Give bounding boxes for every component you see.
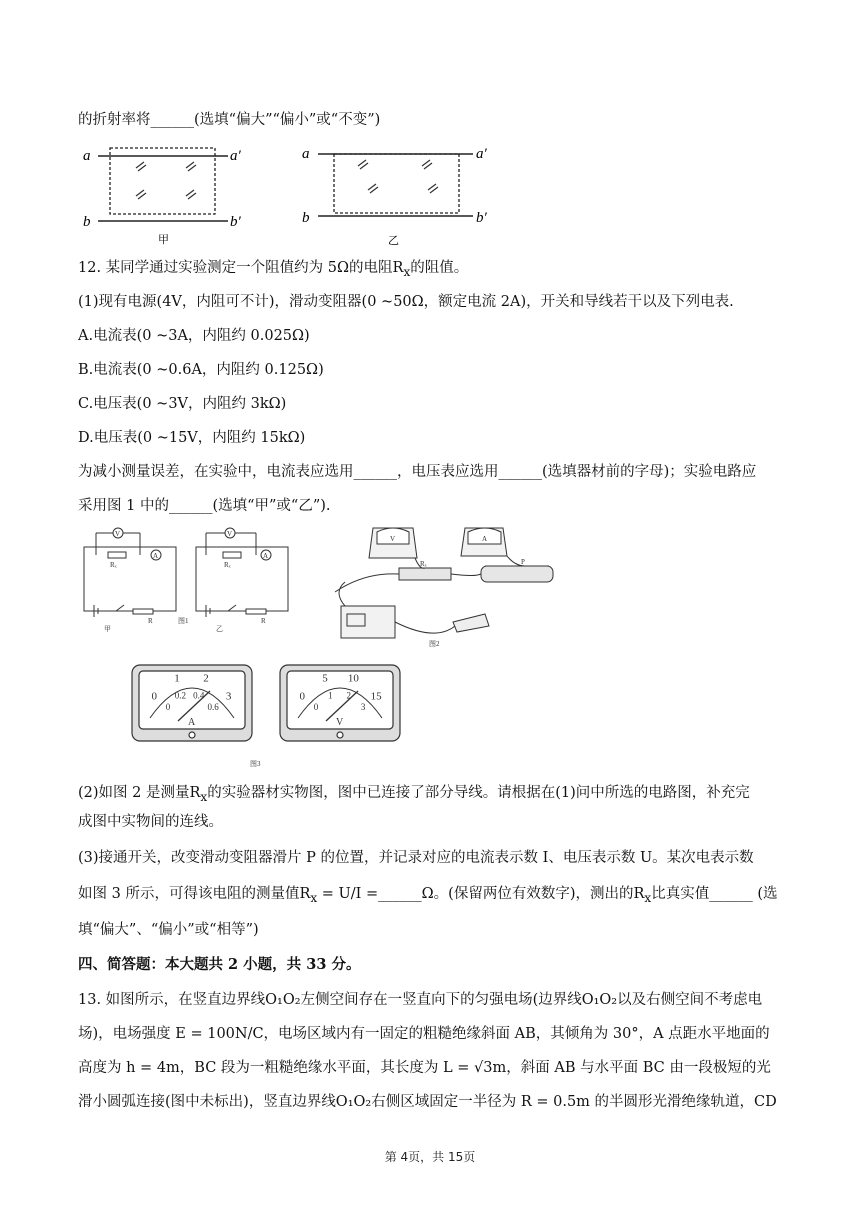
fig2-a-label: A: [482, 535, 488, 543]
voltmeter-bottom-tick-0: 0: [313, 702, 319, 712]
text-line-refraction: 的折射率将______(选填“偏大”“偏小”或“不变”): [78, 112, 381, 128]
voltmeter-unit: V: [336, 717, 344, 728]
fig1-r-label-2: R: [261, 617, 266, 625]
ammeter-unit: A: [188, 717, 196, 728]
question-13-line2: 场)，电场强度 E = 100N/C，电场区域内有一固定的粗糙绝缘斜面 AB，其倾角为 30°，A 点距水平地面的: [78, 1026, 770, 1042]
ammeter-top-tick-3: 3: [225, 690, 232, 703]
voltmeter-bottom-tick-2: 2: [346, 690, 351, 701]
option-a: A.电流表(0 ~3A，内阻约 0.025Ω): [78, 328, 310, 344]
part-1-question-cont: 采用图 1 中的______(选填“甲”或“乙”).: [78, 498, 331, 514]
fig1-jia: 甲: [104, 625, 111, 633]
fig2-caption: 图2: [429, 640, 440, 648]
fig1-a-label-2: A: [263, 552, 269, 560]
label-jia: 甲: [158, 234, 169, 246]
ammeter-top-tick-2: 2: [203, 672, 209, 685]
label-b: b: [83, 214, 91, 230]
part-1-intro: (1)现有电源(4V，内阻可不计)，滑动变阻器(0 ~50Ω，额定电流 2A)，开关和导线若干以及下列电表.: [78, 294, 734, 310]
ammeter-bottom-tick-0: 0: [165, 702, 171, 712]
option-d: D.电压表(0 ~15V，内阻约 15kΩ): [78, 430, 306, 446]
figure-3-meters: [130, 663, 405, 768]
voltmeter-top-tick-0: 0: [299, 690, 305, 703]
fig1-rx-label: Rₓ: [110, 561, 117, 569]
question-12: 12. 某同学通过实验测定一个阻值约为 5Ω的电阻$R_x$的阻值。: [78, 260, 469, 279]
fig3-caption: 图3: [250, 760, 261, 768]
option-b: B.电流表(0 ~0.6A，内阻约 0.125Ω): [78, 362, 324, 378]
part-3-line1: (3)接通开关，改变滑动变阻器滑片 P 的位置，并记录对应的电流表示数 I、电压表示数 U。某次电表示数: [78, 850, 754, 866]
question-13-line3: 高度为 h = 4m，BC 段为一粗糙绝缘水平面，其长度为 L = √3m，斜面 AB 与水平面 BC 由一段极短的光: [78, 1060, 771, 1076]
part-3-line2: 如图 3 所示，可得该电阻的测量值$R_x = U/I$ =______Ω。(保留两位有效数字)，测出的$R_x$比真实值______ (选: [78, 886, 778, 905]
fig1-rx-label-2: Rₓ: [224, 561, 231, 569]
ammeter-top-tick-0: 0: [151, 690, 157, 703]
part-2-line2: 成图中实物间的连线。: [78, 814, 223, 830]
label-b-right: b: [302, 210, 310, 226]
part-1-question: 为减小测量误差，在实验中，电流表应选用______，电压表应选用______(选填器材前的字母)；实验电路应: [78, 464, 757, 480]
question-13-line1: 13. 如图所示，在竖直边界线O₁O₂左侧空间存在一竖直向下的匀强电场(边界线O₁O₂以及右侧空间不考虑电: [78, 992, 763, 1008]
figure-1-circuits: [78, 525, 318, 635]
ammeter-bottom-tick-1: 0.2: [174, 690, 186, 701]
label-a: a: [83, 148, 91, 164]
fig1-v-label: V: [115, 530, 121, 538]
label-b-prime-right: b′: [476, 210, 487, 226]
voltmeter-bottom-tick-1: 1: [328, 690, 333, 701]
page-footer: 第 4页，共 15页: [384, 1150, 476, 1164]
figure-2-apparatus: [325, 522, 565, 652]
part-3-line3: 填“偏大”、“偏小”或“相等”): [78, 922, 259, 938]
figure-glass-blocks: [78, 140, 518, 250]
option-c: C.电压表(0 ~3V，内阻约 3kΩ): [78, 396, 287, 412]
fig2-p-label: P: [521, 558, 525, 566]
fig1-caption: 图1: [178, 617, 189, 625]
question-13-line4: 滑小圆弧连接(图中未标出)，竖直边界线O₁O₂右侧区域固定一半径为 R = 0.5m 的半圆形光滑绝缘轨道，CD: [78, 1094, 777, 1110]
fig2-v-label: V: [390, 535, 396, 543]
ammeter-top-tick-1: 1: [174, 672, 180, 685]
label-b-prime: b′: [230, 214, 241, 230]
part-2-line1: (2)如图 2 是测量$R_x$的实验器材实物图，图中已连接了部分导线。请根据在(1)问中所选的电路图，补充完: [78, 785, 750, 804]
fig1-r-label: R: [148, 617, 153, 625]
voltmeter-top-tick-2: 10: [347, 672, 359, 685]
voltmeter-bottom-tick-3: 3: [360, 702, 366, 712]
section-4-heading: 四、简答题：本大题共 2 小题，共 33 分。: [78, 956, 361, 973]
voltmeter-top-tick-1: 5: [322, 672, 328, 685]
label-yi: 乙: [388, 235, 399, 247]
fig1-v-label-2: V: [227, 530, 233, 538]
ammeter-bottom-tick-2: 0.4: [193, 690, 205, 701]
label-a-right: a: [302, 146, 310, 162]
fig1-a-label: A: [153, 552, 159, 560]
label-a-prime: a′: [230, 148, 241, 164]
ammeter-bottom-tick-3: 0.6: [207, 702, 219, 712]
fig2-rx-label: Rₓ: [420, 560, 427, 568]
fig1-yi: 乙: [216, 625, 223, 633]
label-a-prime-right: a′: [476, 146, 487, 162]
voltmeter-top-tick-3: 15: [370, 690, 382, 703]
